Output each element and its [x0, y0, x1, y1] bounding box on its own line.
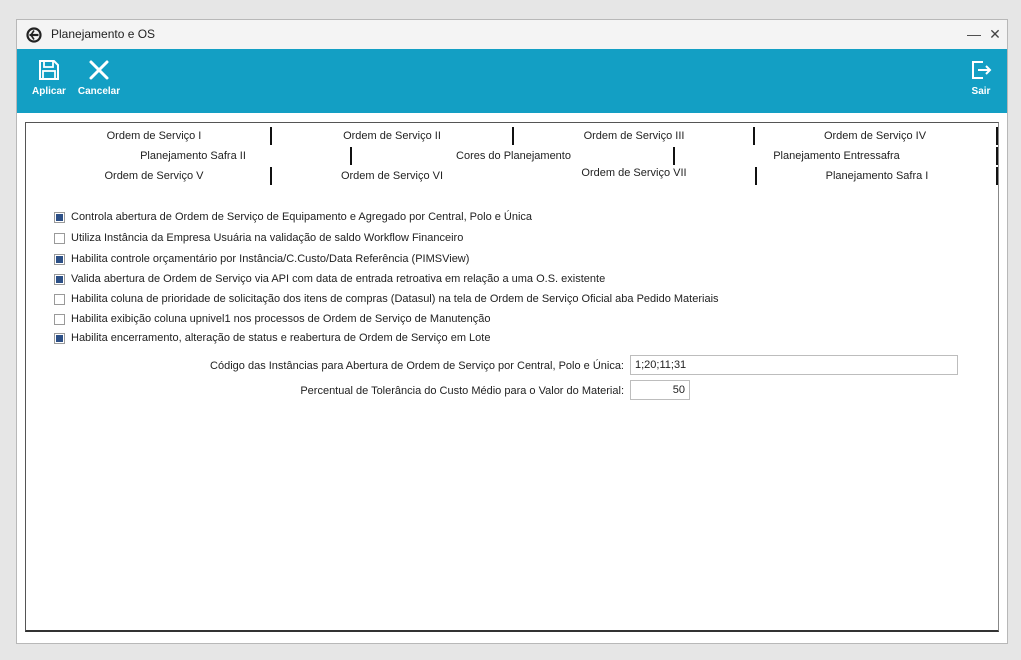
close-window-button[interactable]: ✕	[989, 26, 1001, 42]
option-label: Controla abertura de Ordem de Serviço de Equipamento e Agregado por Central, Polo e Única	[71, 211, 533, 223]
tab-separator	[996, 127, 998, 145]
tab-planejamento-entressafra[interactable]: Planejamento Entressafra	[773, 150, 900, 162]
toolbar	[17, 49, 1007, 113]
option-coluna-upnivel1[interactable]	[54, 311, 490, 327]
option-label: Utiliza Instância da Empresa Usuária na validação de saldo Workflow Financeiro	[71, 232, 464, 244]
tab-panel	[25, 122, 999, 632]
option-coluna-prioridade[interactable]	[54, 291, 719, 307]
tab-separator	[996, 167, 998, 185]
close-icon	[88, 59, 110, 81]
app-logo-icon	[26, 27, 42, 43]
tab-ordem-servico-v[interactable]: Ordem de Serviço V	[104, 170, 204, 182]
main-window	[16, 19, 1008, 644]
option-controla-abertura[interactable]	[54, 209, 532, 225]
checkbox-checked[interactable]	[54, 274, 65, 285]
tab-separator	[350, 147, 352, 165]
tab-separator	[673, 147, 675, 165]
tab-ordem-servico-vi[interactable]: Ordem de Serviço VI	[340, 170, 444, 182]
tab-separator	[270, 167, 272, 185]
option-label: Habilita coluna de prioridade de solicitação dos itens de compras (Datasul) na tela de Ordem de Serviço Oficial aba Pedido Materiais	[71, 293, 719, 305]
exit-button[interactable]	[965, 49, 997, 113]
tab-separator	[270, 127, 272, 145]
cancel-button[interactable]	[77, 49, 121, 113]
tab-ordem-servico-ii[interactable]: Ordem de Serviço II	[343, 130, 441, 142]
tolerancia-input[interactable]: 50	[630, 380, 690, 400]
checkbox-unchecked[interactable]	[54, 314, 65, 325]
option-label: Habilita exibição coluna upnivel1 nos processos de Ordem de Serviço de Manutenção	[71, 313, 491, 325]
tab-ordem-servico-i[interactable]: Ordem de Serviço I	[106, 130, 202, 142]
checkbox-unchecked[interactable]	[54, 294, 65, 305]
cancel-label: Cancelar	[77, 86, 121, 97]
tab-separator	[996, 147, 998, 165]
option-label: Habilita controle orçamentário por Instância/C.Custo/Data Referência (PIMSView)	[71, 253, 470, 265]
tab-separator	[512, 127, 514, 145]
tab-ordem-servico-iv[interactable]: Ordem de Serviço IV	[823, 130, 927, 142]
instancias-label: Código das Instâncias para Abertura de Ordem de Serviço por Central, Polo e Única:	[210, 360, 624, 372]
save-icon	[38, 59, 60, 81]
tab-ordem-servico-iii[interactable]: Ordem de Serviço III	[583, 130, 685, 142]
checkbox-checked[interactable]	[54, 254, 65, 265]
tab-separator	[755, 167, 757, 185]
option-utiliza-instancia[interactable]	[54, 230, 463, 246]
checkbox-checked[interactable]	[54, 212, 65, 223]
tab-planejamento-safra-i[interactable]: Planejamento Safra I	[825, 170, 929, 182]
apply-button[interactable]	[31, 49, 67, 113]
checkbox-checked[interactable]	[54, 333, 65, 344]
minimize-button[interactable]: —	[967, 26, 981, 42]
tab-cores-do-planejamento[interactable]: Cores do Planejamento	[456, 150, 571, 162]
exit-icon	[970, 59, 992, 81]
instancias-input[interactable]: 1;20;11;31	[630, 355, 958, 375]
checkbox-unchecked[interactable]	[54, 233, 65, 244]
option-controle-orcamentario[interactable]	[54, 251, 469, 267]
tab-ordem-servico-vii[interactable]: Ordem de Serviço VII	[581, 167, 687, 179]
option-encerramento-lote[interactable]	[54, 330, 490, 346]
option-label: Valida abertura de Ordem de Serviço via API com data de entrada retroativa em relação a uma O.S. existente	[71, 273, 606, 285]
exit-label: Sair	[971, 86, 991, 97]
tab-separator	[753, 127, 755, 145]
option-valida-api[interactable]	[54, 271, 605, 287]
tab-planejamento-safra-ii[interactable]: Planejamento Safra II	[140, 150, 246, 162]
tolerancia-label: Percentual de Tolerância do Custo Médio para o Valor do Material:	[300, 385, 624, 397]
title-bar	[17, 20, 1007, 49]
window-title: Planejamento e OS	[51, 27, 156, 41]
apply-label: Aplicar	[32, 86, 66, 97]
option-label: Habilita encerramento, alteração de status e reabertura de Ordem de Serviço em Lote	[71, 332, 491, 344]
